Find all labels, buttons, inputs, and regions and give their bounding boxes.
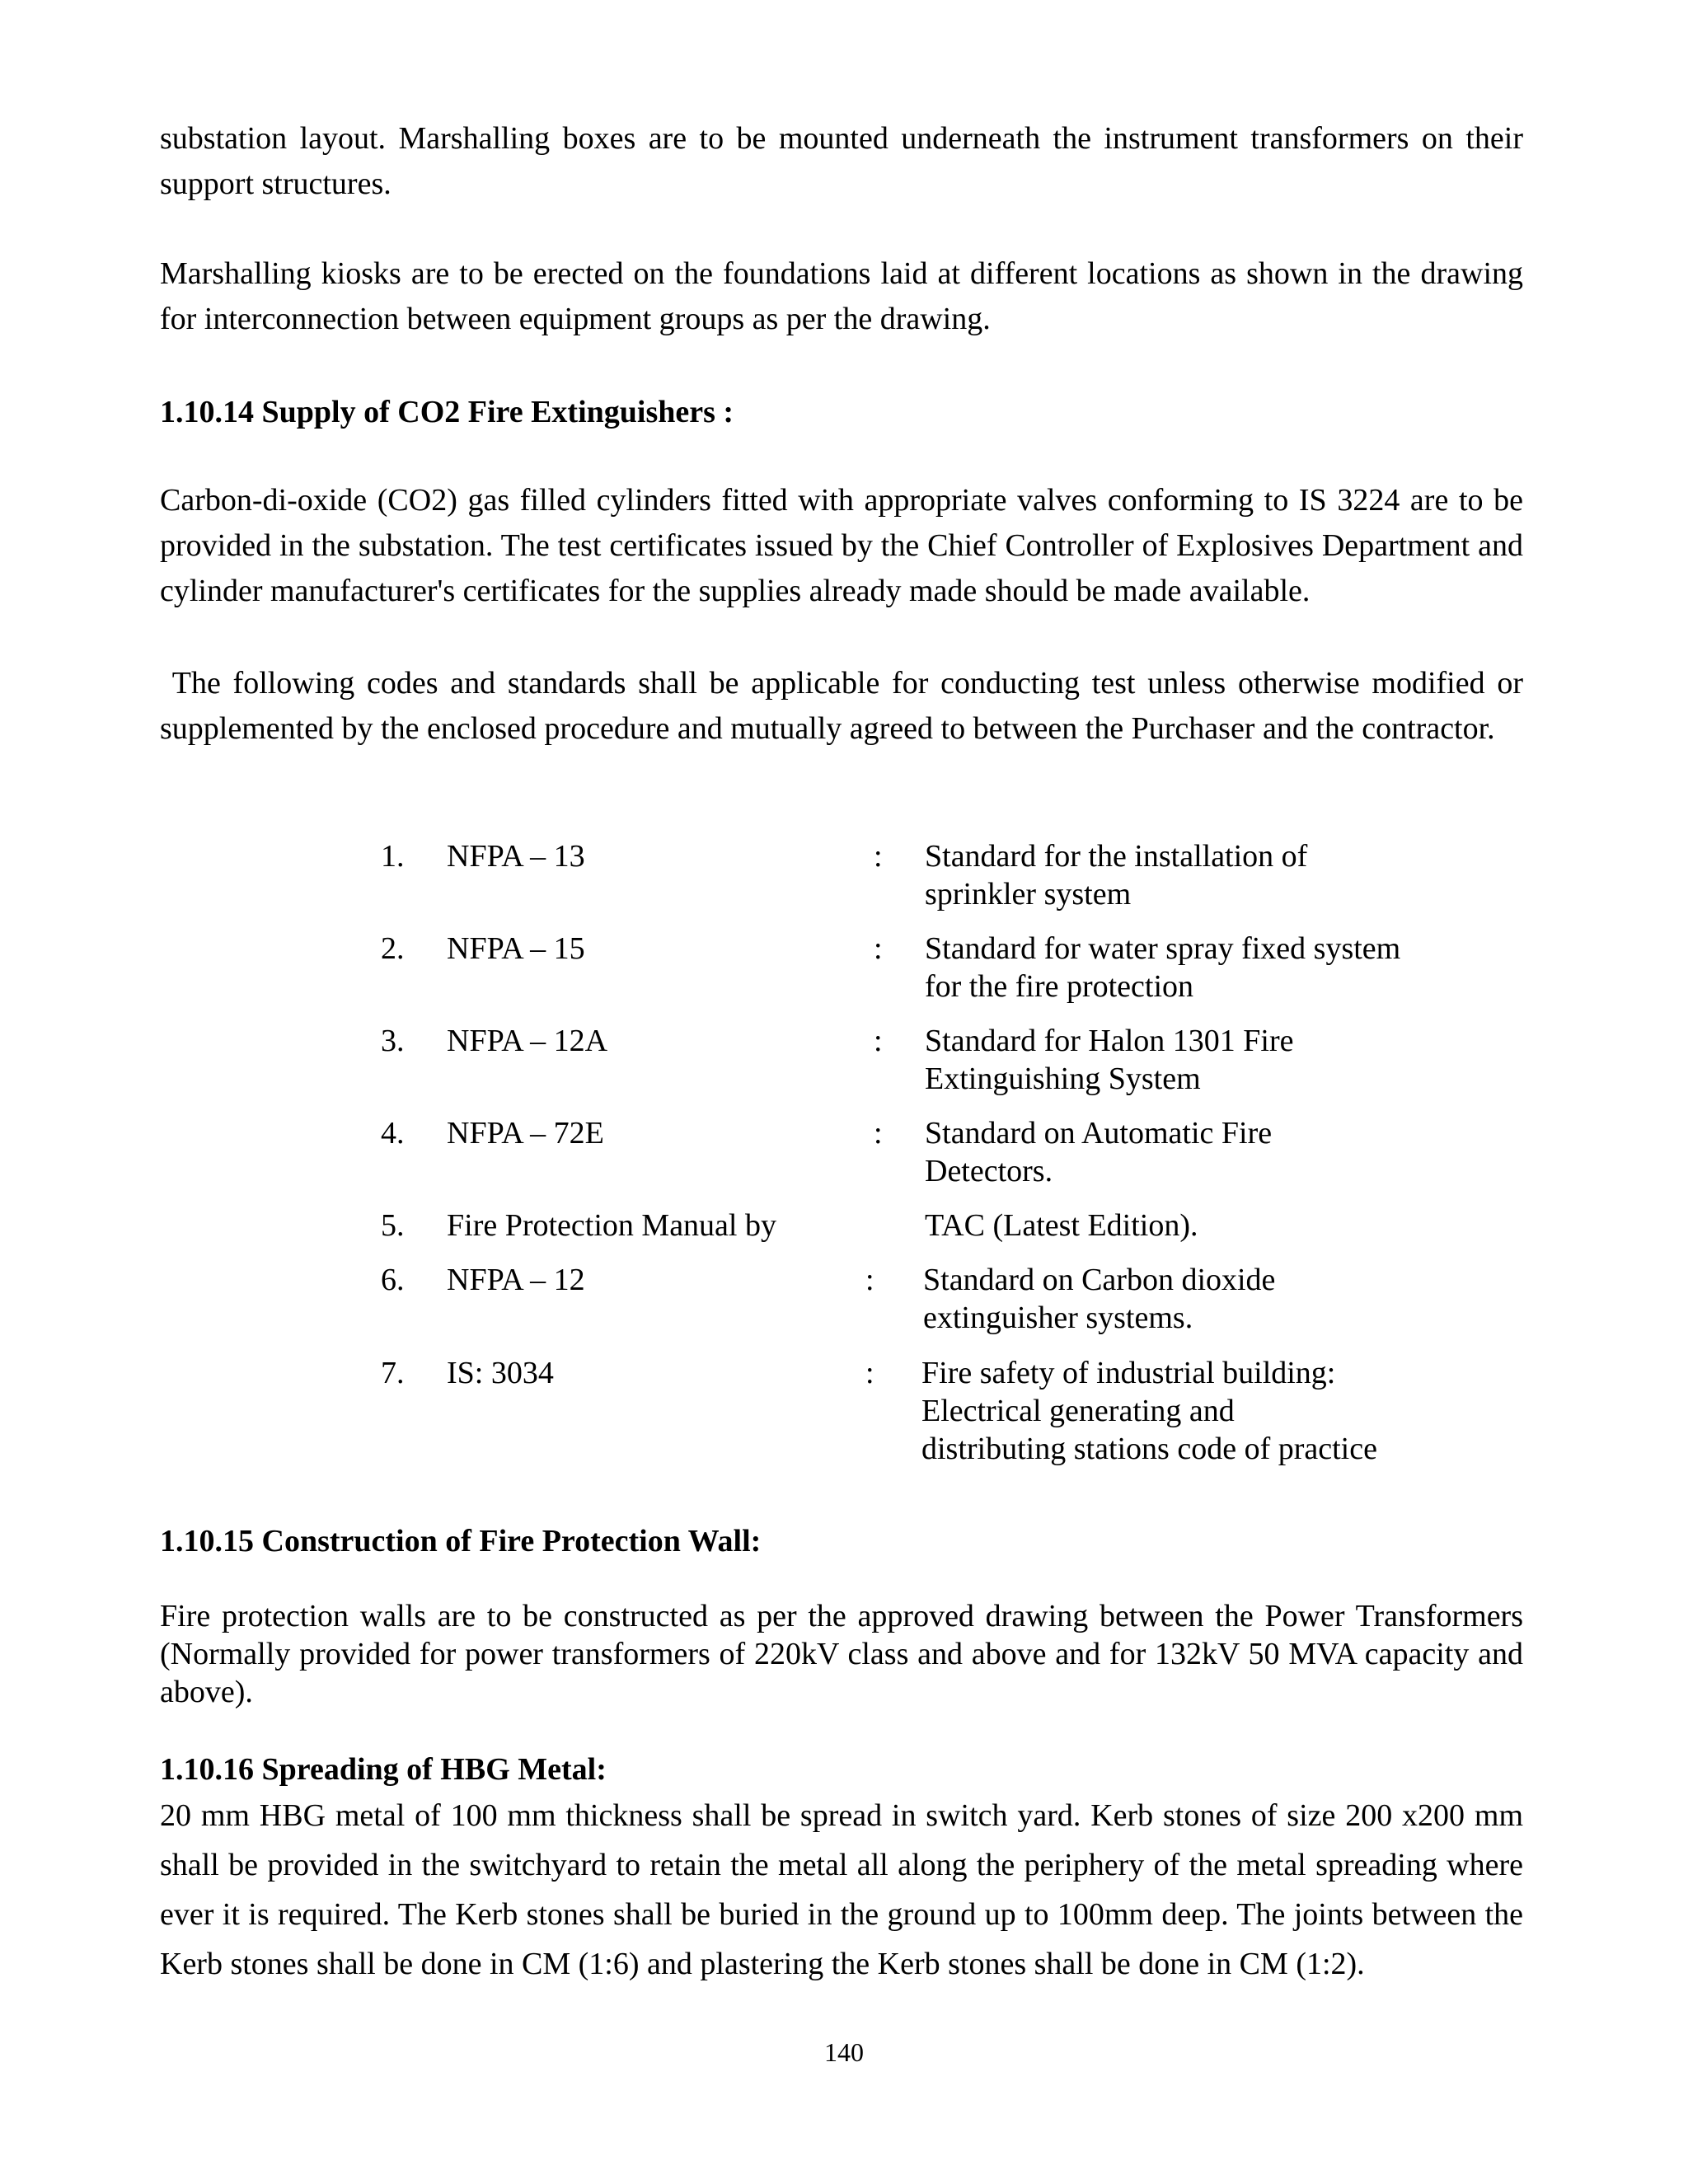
section-heading-1-10-14: 1.10.14 Supply of CO2 Fire Extinguishers :: [160, 395, 734, 429]
standard-number: 6.: [381, 1263, 405, 1297]
standard-code: NFPA – 72E: [447, 1116, 604, 1151]
standard-number: 5.: [381, 1208, 405, 1243]
standard-number: 1.: [381, 839, 405, 874]
standard-code: IS: 3034: [447, 1356, 554, 1390]
paragraph-co2-cylinders: Carbon-di-oxide (CO2) gas filled cylinders fitted with appropriate valves conforming to IS 3224 are to be provided in the substation. The test certificates issued by the Chief Controller of Explosives Department and cylinder manufacturer's certificates for the supplies already made should be made available.: [160, 483, 1523, 608]
standard-number: 3.: [381, 1024, 405, 1058]
standard-description: Standard on Automatic Fire Detectors.: [925, 1116, 1273, 1188]
standard-separator: :: [874, 839, 883, 874]
page-number: 140: [824, 2037, 864, 2067]
standard-description: Standard for water spray fixed system for the fire protection: [925, 931, 1401, 1004]
standard-description: Standard for the installation of sprinkler system: [925, 839, 1308, 912]
standard-number: 4.: [381, 1116, 405, 1151]
paragraph-substation-layout: substation layout. Marshalling boxes are to be mounted underneath the instrument transformers on their support structures.: [160, 121, 1523, 201]
standard-description: TAC (Latest Edition).: [925, 1208, 1198, 1243]
paragraph-fire-protection-walls: Fire protection walls are to be constructed as per the approved drawing between the Power Transformers (Normally provided for power transformers of 220kV class and above and for 132kV 50 MVA capacity and above).: [160, 1599, 1523, 1709]
standard-separator: :: [865, 1356, 874, 1390]
standard-separator: :: [874, 1024, 883, 1058]
standard-code: Fire Protection Manual by: [447, 1208, 776, 1243]
standard-separator: :: [874, 1116, 883, 1151]
standard-code: NFPA – 12: [447, 1263, 585, 1297]
standard-separator: :: [865, 1263, 874, 1297]
standard-description: Fire safety of industrial building: Electrical generating and distributing stations code of practice: [921, 1356, 1377, 1466]
standard-number: 7.: [381, 1356, 405, 1390]
standard-code: NFPA – 15: [447, 931, 585, 966]
standard-description: Standard for Halon 1301 Fire Extinguishing System: [925, 1024, 1294, 1096]
standard-number: 2.: [381, 931, 405, 966]
standard-code: NFPA – 12A: [447, 1024, 608, 1058]
paragraph-hbg-metal: 20 mm HBG metal of 100 mm thickness shall be spread in switch yard. Kerb stones of size 200 x200 mm shall be provided in the switchyard to retain the metal all along the periphery of the metal spreading where ever it is required. The Kerb stones shall be buried in the ground up to 100mm deep. The joints between the Kerb stones shall be done in CM (1:6) and plastering the Kerb stones shall be done in CM (1:2).: [160, 1798, 1523, 1981]
standard-separator: :: [874, 931, 883, 966]
paragraph-codes-standards-intro: The following codes and standards shall be applicable for conducting test unless otherwise modified or supplemented by the enclosed procedure and mutually agreed to between the Purchaser and the contractor.: [160, 666, 1531, 746]
paragraph-marshalling-kiosks: Marshalling kiosks are to be erected on the foundations laid at different locations as shown in the drawing for interconnection between equipment groups as per the drawing.: [160, 256, 1523, 336]
section-heading-1-10-16: 1.10.16 Spreading of HBG Metal:: [160, 1752, 607, 1787]
standard-code: NFPA – 13: [447, 839, 585, 874]
standard-description: Standard on Carbon dioxide extinguisher systems.: [923, 1263, 1276, 1335]
section-heading-1-10-15: 1.10.15 Construction of Fire Protection Wall:: [160, 1524, 762, 1558]
